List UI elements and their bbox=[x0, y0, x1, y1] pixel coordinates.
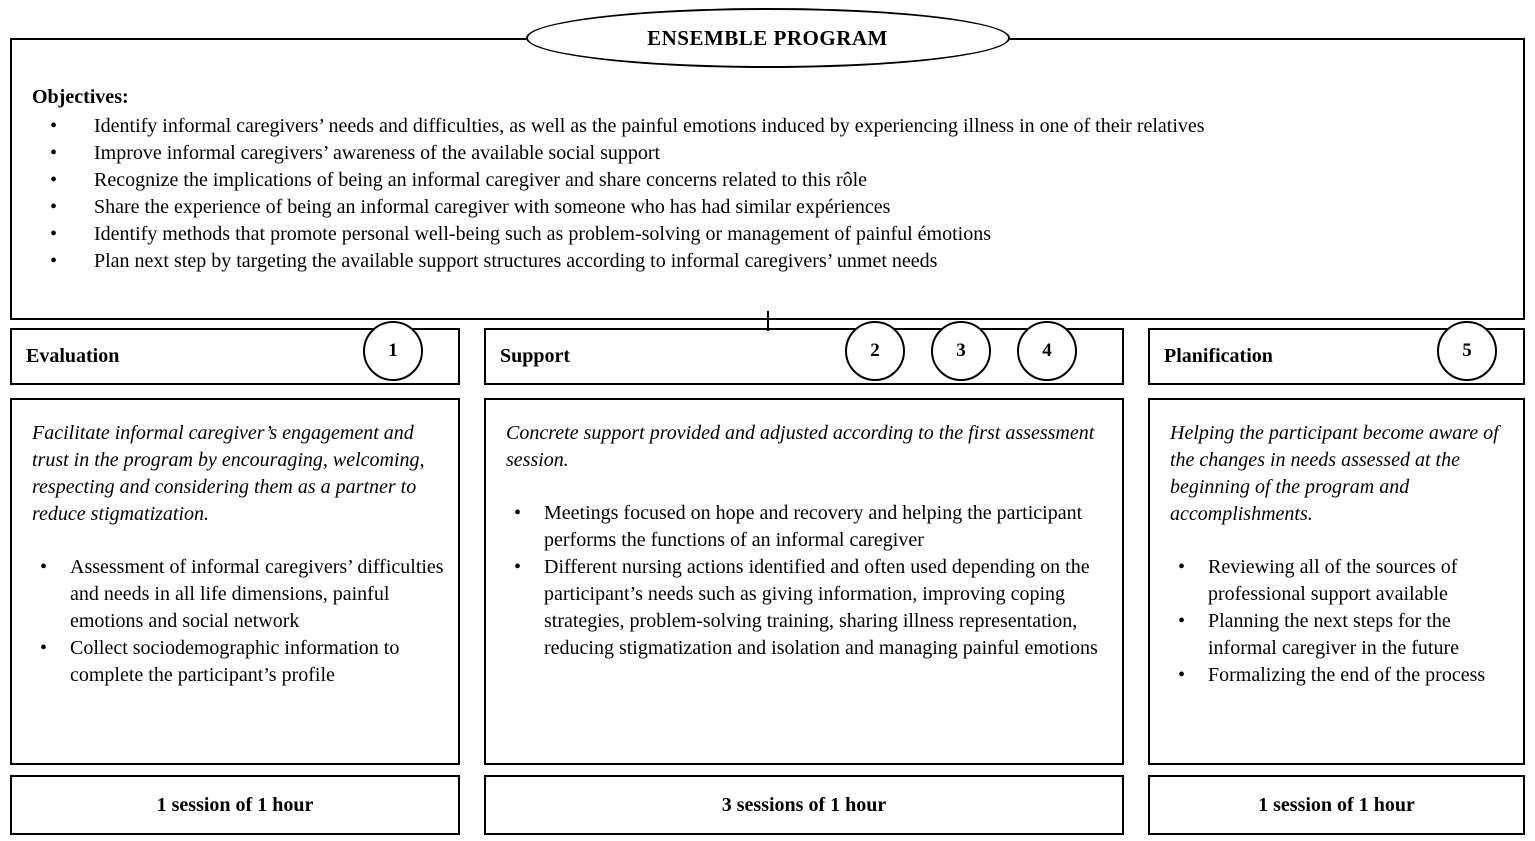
planification-badges bbox=[1437, 321, 1497, 381]
planification-header-label: Planification bbox=[1164, 345, 1273, 367]
program-title: ENSEMBLE PROGRAM bbox=[647, 25, 888, 50]
objective-item: • Plan next step by targeting the available support structures according to informal caregivers’ unmet needs bbox=[50, 248, 1499, 275]
evaluation-header-label: Evaluation bbox=[26, 345, 120, 367]
session-badge-2: 2 bbox=[845, 321, 905, 381]
support-intro: Concrete support provided and adjusted according to the first assessment session. bbox=[506, 422, 1095, 471]
objective-item: • Identify informal caregivers’ needs and difficulties, as well as the painful emotions induced by experiencing illness in one of their relatives bbox=[50, 113, 1499, 140]
support-header bbox=[484, 328, 1124, 385]
evaluation-header bbox=[10, 328, 460, 385]
session-badge-3: 3 bbox=[931, 321, 991, 381]
planification-duration: 1 session of 1 hour bbox=[1258, 793, 1415, 816]
support-bullet: • Meetings focused on hope and recovery and helping the participant performs the functions of an informal caregiver bbox=[514, 500, 1108, 554]
support-bullet: • Different nursing actions identified and often used depending on the participant’s needs such as giving information, improving coping strategies, problem-solving training, sharing illness representation, reducing stigmatization and isolation and managing painful emotions bbox=[514, 554, 1108, 662]
evaluation-duration: 1 session of 1 hour bbox=[156, 793, 314, 816]
objectives-box bbox=[10, 38, 1525, 320]
column-evaluation bbox=[10, 328, 460, 835]
planification-body bbox=[1148, 398, 1525, 765]
planification-bullet: • Planning the next steps for the informal caregiver in the future bbox=[1178, 608, 1509, 662]
objective-item: • Identify methods that promote personal well-being such as problem-solving or management of painful émotions bbox=[50, 221, 1499, 248]
planification-footer bbox=[1148, 775, 1525, 835]
column-planification bbox=[1148, 328, 1525, 835]
objective-item: • Share the experience of being an informal caregiver with someone who has had similar expériences bbox=[50, 194, 1499, 221]
planification-bullet: • Formalizing the end of the process bbox=[1178, 662, 1509, 689]
column-support bbox=[484, 328, 1124, 835]
evaluation-footer bbox=[10, 775, 460, 835]
program-title-ellipse bbox=[526, 8, 1010, 68]
objective-item: • Improve informal caregivers’ awareness of the available social support bbox=[50, 140, 1499, 167]
evaluation-body bbox=[10, 398, 460, 765]
support-bullets bbox=[506, 500, 1108, 662]
support-body bbox=[484, 398, 1124, 765]
support-header-label: Support bbox=[500, 345, 571, 367]
evaluation-bullets bbox=[32, 554, 444, 689]
support-footer bbox=[484, 775, 1124, 835]
evaluation-bullet: • Collect sociodemographic information to complete the participant’s profile bbox=[40, 635, 444, 689]
planification-bullet: • Reviewing all of the sources of professional support available bbox=[1178, 554, 1509, 608]
objectives-heading: Objectives: bbox=[32, 86, 129, 108]
session-badge-4: 4 bbox=[1017, 321, 1077, 381]
planification-bullets bbox=[1170, 554, 1509, 689]
session-badge-5: 5 bbox=[1437, 321, 1497, 381]
connector-line bbox=[767, 311, 769, 331]
objectives-list bbox=[32, 113, 1499, 275]
support-badges bbox=[845, 321, 1077, 381]
support-duration: 3 sessions of 1 hour bbox=[721, 793, 887, 816]
session-badge-1: 1 bbox=[363, 321, 423, 381]
planification-header bbox=[1148, 328, 1525, 385]
evaluation-badges bbox=[363, 321, 423, 381]
evaluation-intro: Facilitate informal caregiver’s engagement and trust in the program by encouraging, welcoming, respecting and considering them as a partner to reduce stigmatization. bbox=[32, 422, 425, 525]
planification-intro: Helping the participant become aware of the changes in needs assessed at the beginning of the program and accomplishments. bbox=[1170, 422, 1499, 525]
phases-row bbox=[10, 328, 1525, 835]
objective-item: • Recognize the implications of being an informal caregiver and share concerns related to this rôle bbox=[50, 167, 1499, 194]
evaluation-bullet: • Assessment of informal caregivers’ difficulties and needs in all life dimensions, painful emotions and social network bbox=[40, 554, 444, 635]
